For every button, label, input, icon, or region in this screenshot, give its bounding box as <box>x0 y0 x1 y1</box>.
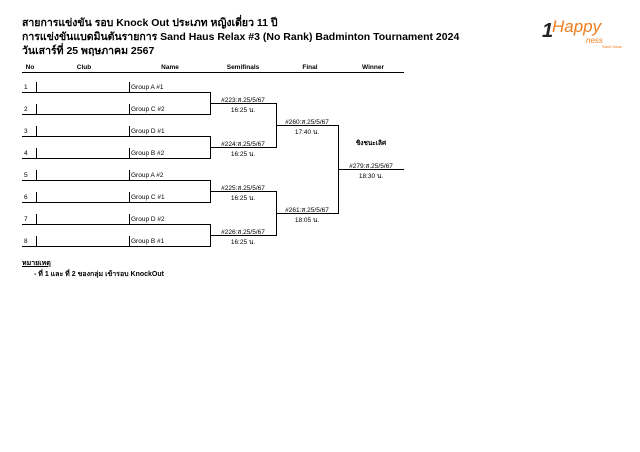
player-row-line <box>22 202 210 203</box>
player-name: Group C #2 <box>131 106 165 113</box>
player-name: Group A #1 <box>131 84 164 91</box>
player-row-line <box>22 158 210 159</box>
semifinal-match: #224:ส.25/5/67 <box>221 141 265 148</box>
winner-time: 18:30 น. <box>358 173 384 180</box>
logo-sub-text: ness <box>586 36 603 45</box>
winner-match: #279:ส.25/5/67 <box>349 163 393 170</box>
player-name: Group B #1 <box>131 238 165 245</box>
col-final: Final <box>302 64 318 71</box>
col-club: Club <box>76 64 92 71</box>
club-divider-left <box>36 170 37 180</box>
notes-heading: หมายเหตุ <box>22 260 51 267</box>
col-name: Name <box>161 64 179 71</box>
player-no: 8 <box>24 238 28 245</box>
semifinal-match: #223:ส.25/5/67 <box>221 97 265 104</box>
final-match: #261:ส.25/5/67 <box>285 207 329 214</box>
final-match: #260:ส.25/5/67 <box>285 119 329 126</box>
notes-item: - ที่ 1 และ ที่ 2 ของกลุ่ม เข้ารอบ KnockOut <box>34 271 164 278</box>
player-no: 5 <box>24 172 28 179</box>
club-divider-left <box>36 148 37 158</box>
title-line-1: สายการแข่งขัน รอบ Knock Out ประเภท หญิงเดี่ยว 11 ปี <box>22 17 278 29</box>
semifinal-match: #225:ส.25/5/67 <box>221 185 265 192</box>
player-row-line <box>22 224 210 225</box>
final-time: 17:40 น. <box>294 129 320 136</box>
logo-numeral: 1 <box>542 20 554 42</box>
header-underline <box>22 72 404 73</box>
happyness-logo <box>540 10 630 50</box>
semifinal-match: #226:ส.25/5/67 <box>221 229 265 236</box>
col-winner: Winner <box>362 64 384 71</box>
club-divider-right <box>129 214 130 224</box>
logo-main-text: Happy <box>552 17 602 36</box>
title-line-3: วันเสาร์ที่ 25 พฤษภาคม 2567 <box>22 45 155 57</box>
club-divider-left <box>36 104 37 114</box>
player-row-line <box>22 92 210 93</box>
club-divider-left <box>36 214 37 224</box>
club-divider-right <box>129 236 130 246</box>
club-divider-left <box>36 126 37 136</box>
player-row-line <box>22 136 210 137</box>
semifinal-time: 16:25 น. <box>230 239 256 246</box>
semifinal-time: 16:25 น. <box>230 195 256 202</box>
club-divider-left <box>36 236 37 246</box>
club-divider-right <box>129 82 130 92</box>
player-no: 6 <box>24 194 28 201</box>
player-name: Group B #2 <box>131 150 165 157</box>
player-row-line <box>22 114 210 115</box>
semifinal-time: 16:25 น. <box>230 107 256 114</box>
logo-tag-text: Sand Haus <box>602 44 622 49</box>
winner-label: ชิงชนะเลิศ <box>355 140 387 147</box>
club-divider-left <box>36 82 37 92</box>
player-row-line <box>22 246 210 247</box>
club-divider-left <box>36 192 37 202</box>
final-time: 18:05 น. <box>294 217 320 224</box>
club-divider-right <box>129 148 130 158</box>
player-no: 7 <box>24 216 28 223</box>
club-divider-right <box>129 192 130 202</box>
col-no: No <box>25 64 35 71</box>
player-no: 4 <box>24 150 28 157</box>
player-no: 2 <box>24 106 28 113</box>
semifinal-time: 16:25 น. <box>230 151 256 158</box>
player-no: 1 <box>24 84 28 91</box>
player-row-line <box>22 180 210 181</box>
col-semifinals: Semifinals <box>226 64 260 71</box>
player-name: Group D #1 <box>131 128 165 135</box>
player-name: Group D #2 <box>131 216 165 223</box>
player-name: Group C #1 <box>131 194 165 201</box>
club-divider-right <box>129 126 130 136</box>
player-no: 3 <box>24 128 28 135</box>
title-line-2: การแข่งขันแบดมินตันรายการ Sand Haus Relax #3 (No Rank) Badminton Tournament 2024 <box>22 31 460 43</box>
player-name: Group A #2 <box>131 172 164 179</box>
club-divider-right <box>129 104 130 114</box>
club-divider-right <box>129 170 130 180</box>
